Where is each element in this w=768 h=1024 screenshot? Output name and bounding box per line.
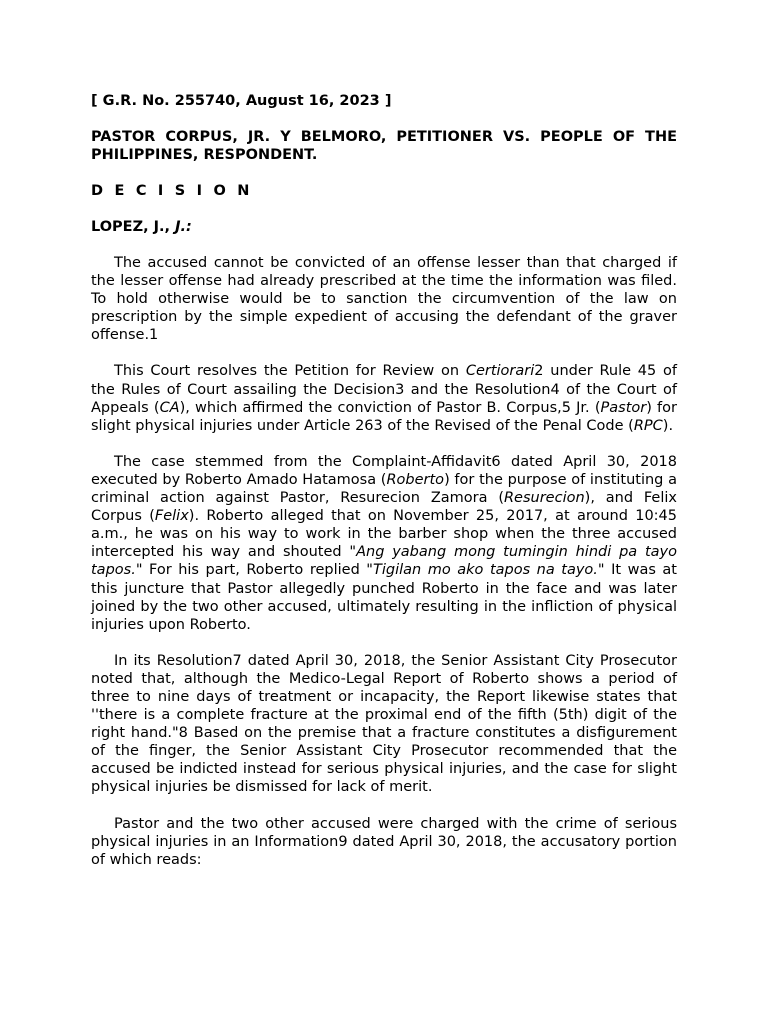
paragraph-text: ), and Felix Corpus ( bbox=[91, 490, 677, 525]
ponente bbox=[91, 218, 677, 236]
decision-body bbox=[91, 254, 677, 869]
paragraph-text: " For his part, Roberto replied " bbox=[135, 562, 373, 579]
body-paragraph bbox=[91, 815, 677, 869]
italic-text: Ang yabang mong tumingin hindi pa tayo tapos. bbox=[91, 544, 677, 579]
paragraph-text: This Court resolves the Petition for Review on bbox=[114, 363, 466, 380]
paragraph-text: ). Roberto alleged that on November 25, 2017, at around 10:45 a.m., he was on his way to work in the barber shop when the three accused intercepted his way and shouted " bbox=[91, 508, 678, 561]
body-paragraph bbox=[91, 254, 677, 344]
body-paragraph bbox=[91, 453, 677, 634]
paragraph-text: The case stemmed from the Complaint-Affidavit6 dated April 30, 2018 executed by Roberto Amado Hatamosa ( bbox=[91, 453, 677, 488]
ponente-suffix: J.: bbox=[175, 219, 192, 235]
italic-text: Roberto bbox=[386, 471, 445, 488]
case-parties: PASTOR CORPUS, JR. Y BELMORO, PETITIONER VS. PEOPLE OF THE PHILIPPINES, RESPONDENT. bbox=[91, 129, 677, 163]
paragraph-text: " It was at this juncture that Pastor allegedly punched Roberto in the face and was later joined by the two other accused, ultimately resulting in the infliction of physical injuries upon Roberto. bbox=[91, 562, 677, 633]
body-paragraph bbox=[91, 362, 677, 434]
ponente-name: LOPEZ, J., bbox=[91, 219, 176, 235]
decision-label: D E C I S I O N bbox=[91, 183, 253, 199]
italic-text: Pastor bbox=[600, 399, 647, 416]
paragraph-text: ) for slight physical injuries under Article 263 of the Revised of the Penal Code ( bbox=[91, 399, 677, 434]
case-number: [ G.R. No. 255740, August 16, 2023 ] bbox=[91, 93, 392, 109]
paragraph-text: ), which affirmed the conviction of Pastor B. Corpus,5 Jr. ( bbox=[179, 399, 601, 416]
paragraph-text: Pastor and the two other accused were charged with the crime of serious physical injuries in an Information9 dated April 30, 2018, the accusatory portion of which reads: bbox=[91, 815, 677, 868]
italic-text: RPC bbox=[633, 417, 663, 434]
italic-text: Certiorari bbox=[465, 363, 535, 380]
paragraph-text: ) for the purpose of instituting a criminal action against Pastor, Resurecion Zamora ( bbox=[91, 471, 677, 507]
paragraph-text: In its Resolution7 dated April 30, 2018, the Senior Assistant City Prosecutor noted that, although the Medico-Legal Report of Roberto shows a period of three to nine days of treatment or incapacity, the Report likewise states that ''there is a complete fracture at the proximal end of the fifth (5th) digit of the right hand."8 Based on the premise that a fracture constitutes a disfigurement of the finger, the Senior Assistant City Prosecutor recommended that the accused be indicted instead for serious physical injuries, and the case for slight physical injuries be dismissed for lack of merit. bbox=[91, 652, 677, 796]
paragraph-text: 2 under Rule 45 of the Rules of Court assailing the Decision3 and the Resolution4 of the Court of Appeals ( bbox=[91, 363, 678, 416]
italic-text: CA bbox=[159, 399, 180, 416]
paragraph-text: ). bbox=[662, 417, 674, 434]
italic-text: Resurecion bbox=[503, 490, 585, 507]
body-paragraph bbox=[91, 652, 677, 797]
italic-text: Felix bbox=[154, 508, 189, 525]
italic-text: Tigilan mo ako tapos na tayo. bbox=[372, 562, 598, 579]
paragraph-text: The accused cannot be convicted of an offense lesser than that charged if the lesser offense had already prescribed at the time the information was filed. To hold otherwise would be to sanction the circumvention of the law on prescription by the simple expedient of accusing the defendant of the graver offense.1 bbox=[91, 255, 677, 344]
